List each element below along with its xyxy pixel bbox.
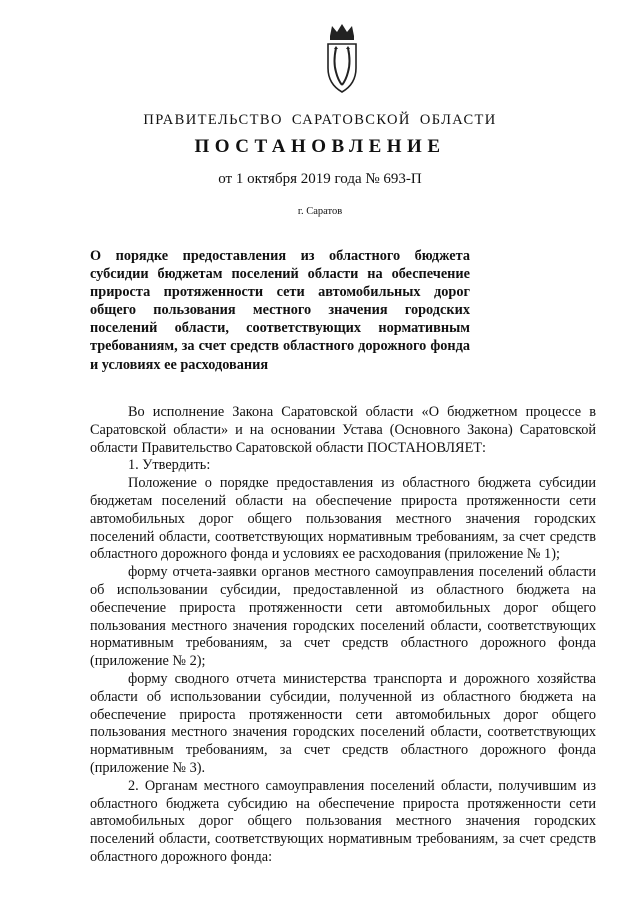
paragraph-preamble: Во исполнение Закона Саратовской области «О бюджетном процессе в Саратовской области» и на основании Устава (Основного Закона) Саратовской области Правительство Саратовской области ПОСТАНОВЛЯЕТ: <box>90 404 596 456</box>
document-type-title: ПОСТАНОВЛЕНИЕ <box>194 136 446 157</box>
city-label: г. Саратов <box>297 206 343 217</box>
subject-heading <box>90 247 470 374</box>
date-and-number: от 1 октября 2019 года № 693-П <box>218 171 422 187</box>
paragraph-form-report-request: форму отчета-заявки органов местного самоуправления поселений области об использовании субсидии, предоставленной из областного бюджета на обеспечение прироста протяженности сети автомобильных дорог общего пользования местного значения городских поселений области, соответствующих нормативным требованиям, за счет средств областного дорожного фонда (приложение № 2); <box>90 564 596 670</box>
paragraph-form-summary-report: форму сводного отчета министерства транспорта и дорожного хозяйства области об использовании субсидии, полученной из областного бюджета на обеспечение прироста протяженности сети автомобильных дорог общего пользования местного значения городских поселений области, соответствующих нормативным требованиям, за счет средств областного дорожного фонда (приложение № 3). <box>90 670 596 776</box>
paragraph-regulation: Положение о порядке предоставления из областного бюджета субсидии бюджетам поселений области на обеспечение прироста протяженности сети автомобильных дорог общего пользования местного значения городских поселений области, соответствующих нормативным требованиям, за счет средств областного дорожного фонда и условиях ее расходования (приложение № 1); <box>90 475 596 563</box>
paragraph-item-2: 2. Органам местного самоуправления поселений области, получившим из областного бюджета субсидию на обеспечение прироста протяженности сети автомобильных дорог общего пользования местного значения городских поселений области, соответствующих нормативным требованиям, за счет средств областного дорожного фонда: <box>90 777 596 865</box>
paragraph-item-1: 1. Утвердить: <box>128 457 211 474</box>
government-name: ПРАВИТЕЛЬСТВО САРАТОВСКОЙ ОБЛАСТИ <box>143 112 497 128</box>
coat-of-arms-icon <box>322 22 362 94</box>
subject-text: О порядке предоставления из областного бюджета субсидии бюджетам поселений области на обеспечение прироста протяженности сети автомобильных дорог общего пользования местного значения городских поселений области, соответствующих нормативным требованиям, за счет средств областного дорожного фонда и условиях ее расходования <box>90 248 470 373</box>
document-body <box>90 404 596 867</box>
